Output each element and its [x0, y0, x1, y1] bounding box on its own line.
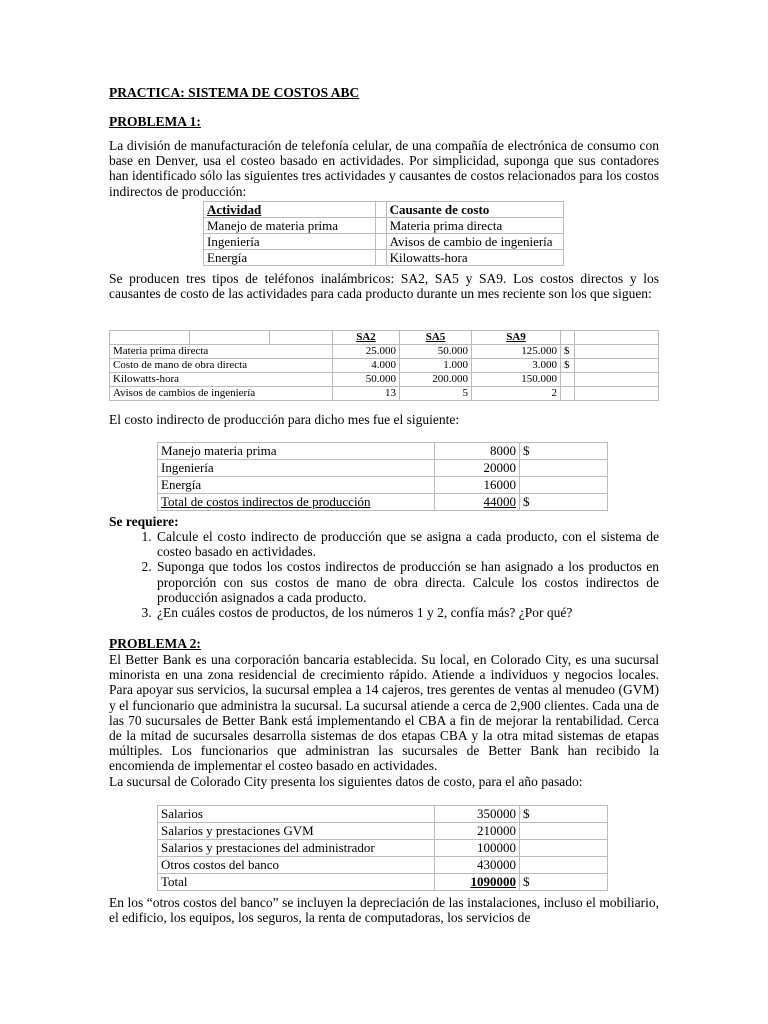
problem-1-paragraph-2: Se producen tres tipos de teléfonos inalámbricos: SA2, SA5 y SA9. Los costos directos y los causantes de costo de las actividades para cada producto durante un mes reciente son los que siguen:	[109, 271, 659, 302]
table-row: Costo de mano de obra directa 4.000 1.000 3.000 $	[110, 359, 659, 373]
problem-1-intro: La división de manufacturación de telefonía celular, de una compañía de electrónica de consumo con base en Denver, usa el costeo basado en actividades. Por simplicidad, suponga que sus contadores han identificado sólo las siguientes tres actividades y causantes de costos relacionados para los costos indirectos de producción:	[109, 138, 659, 199]
problem-1-paragraph-3: El costo indirecto de producción para dicho mes fue el siguiente:	[109, 412, 460, 427]
header-sa2: SA2	[333, 331, 400, 345]
problem-2-paragraph-3: En los “otros costos del banco” se incluyen la depreciación de las instalaciones, incluso el mobiliario, el edificio, los equipos, los seguros, la renta de computadoras, los servicios de	[109, 895, 659, 926]
problem-2-intro: El Better Bank es una corporación bancaria establecida. Su local, en Colorado City, es una sucursal minorista en una zona residencial de crecimiento rápido. Atiende a individuos y negocios locales. Para apoyar sus servicios, la sucursal emplea a 14 cajeros, tres gerentes de ventas al menudeo (GVM) y el funcionario que administra la sucursal. La sucursal atiende a cerca de 2,900 clientes. Cada una de las 70 sucursales de Better Bank está implementando el CBA a fin de mejorar la rentabilidad. Cerca de la mitad de sucursales desarrolla sistemas de dos etapas CBA y la otra mitad sistemas de etapas múltiples. Los funcionarios que administran las sucursales de Better Bank han recibido la encomienda de implementar el costeo basado en actividades.	[109, 652, 659, 774]
table-row: Salarios y prestaciones del administrador 100000	[158, 840, 608, 857]
problem-2-heading: PROBLEMA 2:	[109, 636, 201, 651]
table-row: Energía Kilowatts-hora	[204, 250, 564, 266]
header-sa5: SA5	[400, 331, 472, 345]
activities-header-activity: Actividad	[204, 202, 376, 218]
problem-2-paragraph-2: La sucursal de Colorado City presenta los siguientes datos de costo, para el año pasado:	[109, 774, 583, 789]
problem-1-heading: PROBLEMA 1:	[109, 114, 201, 129]
table-row-total: Total 1090000 $	[158, 874, 608, 891]
page-title: PRACTICA: SISTEMA DE COSTOS ABC	[109, 85, 360, 100]
products-header-row	[110, 331, 659, 345]
table-row: Energía 16000	[158, 477, 608, 494]
products-table	[109, 330, 659, 401]
table-row: Kilowatts-hora 50.000 200.000 150.000	[110, 373, 659, 387]
table-row: Ingeniería 20000	[158, 460, 608, 477]
table-row: Avisos de cambios de ingeniería 13 5 2	[110, 387, 659, 401]
header-sa9: SA9	[472, 331, 561, 345]
questions-list-wrapper	[109, 529, 659, 620]
table-row-total: Total de costos indirectos de producción 44000 $	[158, 494, 608, 511]
table-row: Materia prima directa 25.000 50.000 125.000 $	[110, 345, 659, 359]
requirements-heading: Se requiere:	[109, 514, 179, 529]
table-row: Otros costos del banco 430000	[158, 857, 608, 874]
list-item: 1. Calcule el costo indirecto de producción que se asigna a cada producto, con el sistema de costeo basado en actividades.	[155, 529, 659, 559]
list-item: 2. Suponga que todos los costos indirectos de producción se han asignado a los productos en proporción con sus costos de mano de obra directa. Calcule los costos indirectos de producción asignados a cada producto.	[155, 559, 659, 605]
questions-list	[109, 529, 659, 620]
table-row: Manejo materia prima 8000 $	[158, 443, 608, 460]
table-row: Ingeniería Avisos de cambio de ingeniería	[204, 234, 564, 250]
table-row: Manejo de materia prima Materia prima directa	[204, 218, 564, 234]
activities-header-row	[204, 202, 564, 218]
activities-header-driver: Causante de costo	[386, 202, 563, 218]
bank-costs-table	[157, 805, 608, 891]
list-item: 3. ¿En cuáles costos de productos, de los números 1 y 2, confía más? ¿Por qué?	[155, 605, 659, 620]
table-row: Salarios y prestaciones GVM 210000	[158, 823, 608, 840]
table-row: Salarios 350000 $	[158, 806, 608, 823]
activities-table	[203, 201, 564, 266]
overhead-table	[157, 442, 608, 511]
